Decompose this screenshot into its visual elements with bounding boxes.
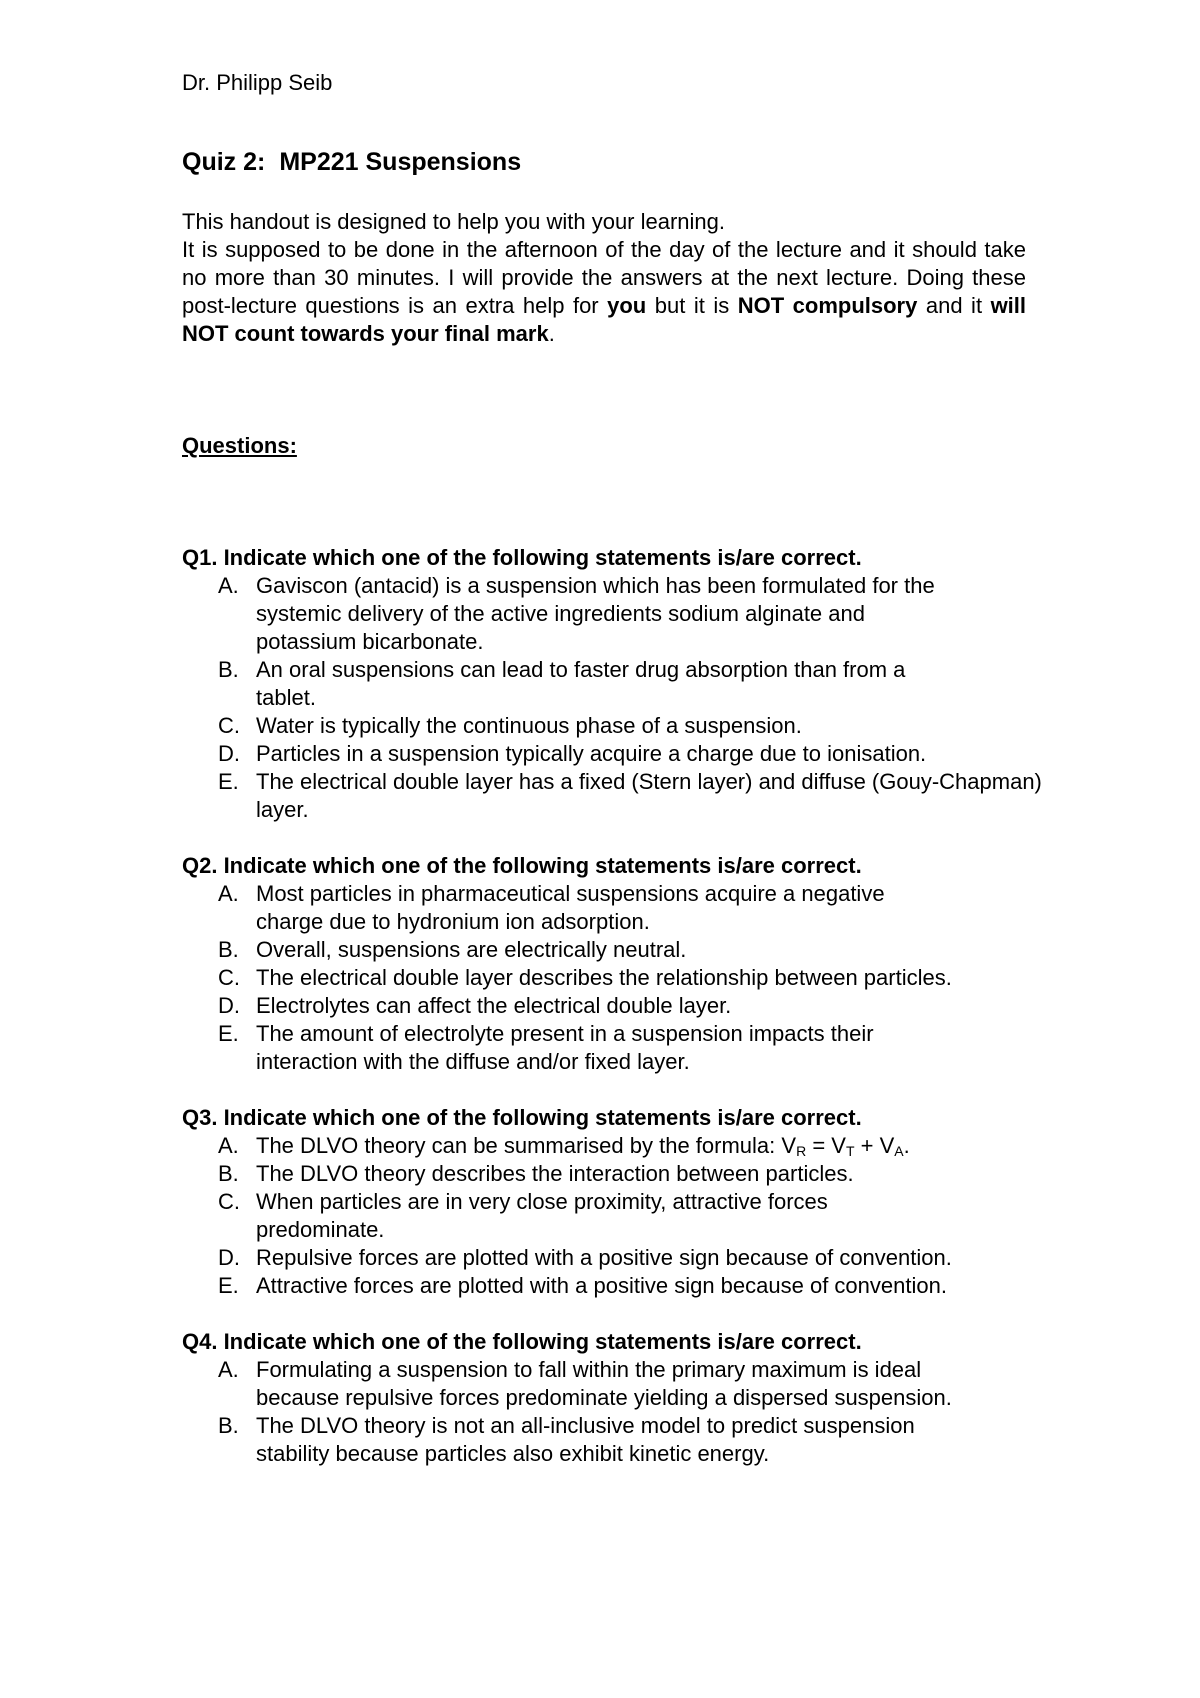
answer-options [182, 880, 1042, 1076]
option-text: The electrical double layer describes the relationship between particles. [256, 965, 952, 990]
option-letter: B. [218, 1413, 239, 1438]
page-title [182, 148, 521, 177]
option-letter: E. [218, 769, 239, 794]
option-letter: A. [218, 881, 239, 906]
option-text: Most particles in pharmaceutical suspensions acquire a negative charge due to hydronium ion adsorption. [256, 881, 885, 934]
formula-symbol: V [781, 1133, 797, 1158]
question-text: Q1. Indicate which one of the following statements is/are correct. [182, 545, 862, 570]
option-e [182, 768, 1046, 824]
option-text: The amount of electrolyte present in a suspension impacts their interaction with the diffuse and/or fixed layer. [256, 1021, 874, 1074]
option-c [182, 1188, 956, 1244]
option-a [182, 880, 956, 936]
formula-period: . [903, 1133, 910, 1158]
intro-emphasis-final-mark: will NOT count towards your final mark [182, 293, 1027, 346]
option-b [182, 1160, 1046, 1188]
option-e [182, 1272, 1046, 1300]
question-1 [182, 544, 1042, 824]
intro-emphasis-you: you [607, 293, 647, 318]
option-b [182, 1412, 956, 1468]
option-letter: B. [218, 937, 239, 962]
option-letter: B. [218, 1161, 239, 1186]
option-letter: C. [218, 965, 240, 990]
option-text: The DLVO theory is not an all-inclusive model to predict suspension stability because particles also exhibit kinetic energy. [256, 1413, 915, 1466]
option-text: An oral suspensions can lead to faster drug absorption than from a tablet. [256, 657, 906, 710]
question-2 [182, 852, 1042, 1076]
intro-text-segment: but it is [646, 293, 738, 318]
course-title: MP221 Suspensions [279, 148, 522, 176]
question-text: Q3. Indicate which one of the following statements is/are correct. [182, 1105, 862, 1130]
option-letter: D. [218, 741, 240, 766]
question-text: Q4. Indicate which one of the following statements is/are correct. [182, 1329, 862, 1354]
intro-text-segment: . [548, 321, 555, 346]
formula-subscript: R [796, 1143, 807, 1159]
option-a [182, 1356, 956, 1412]
option-text: The DLVO theory describes the interaction between particles. [256, 1161, 854, 1186]
question-4 [182, 1328, 1042, 1468]
dlvo-formula [781, 1133, 909, 1158]
option-letter: C. [218, 713, 240, 738]
option-text: Formulating a suspension to fall within the primary maximum is ideal because repulsive forces predominate yielding a dispersed suspension. [256, 1357, 952, 1410]
option-c [182, 712, 956, 740]
option-letter: A. [218, 1133, 239, 1158]
quiz-label: Quiz 2: [182, 148, 266, 176]
questions-list [182, 544, 1042, 1496]
option-c [182, 964, 956, 992]
option-d [182, 740, 1046, 768]
option-text: Gaviscon (antacid) is a suspension which has been formulated for the systemic delivery of the active ingredients sodium alginate and potassium bicarbonate. [256, 573, 935, 654]
option-letter: D. [218, 1245, 240, 1270]
option-text: Water is typically the continuous phase of a suspension. [256, 713, 802, 738]
question-3 [182, 1104, 1042, 1300]
option-a [182, 572, 956, 656]
option-text: Attractive forces are plotted with a positive sign because of convention. [256, 1273, 947, 1298]
option-d [182, 992, 956, 1020]
option-letter: C. [218, 1189, 240, 1214]
option-text: Particles in a suspension typically acquire a charge due to ionisation. [256, 741, 927, 766]
intro-paragraph-2 [182, 236, 1026, 348]
option-text: When particles are in very close proximity, attractive forces predominate. [256, 1189, 828, 1242]
answer-options [182, 1132, 1042, 1300]
formula-subscript: A [894, 1143, 904, 1159]
option-letter: A. [218, 1357, 239, 1382]
formula-operator: + [854, 1133, 880, 1158]
option-letter: B. [218, 657, 239, 682]
option-d [182, 1244, 956, 1272]
formula-symbol: V [879, 1133, 895, 1158]
formula-operator: = [806, 1133, 832, 1158]
option-e [182, 1020, 956, 1076]
question-text: Q2. Indicate which one of the following statements is/are correct. [182, 853, 862, 878]
option-letter: E. [218, 1021, 239, 1046]
option-text: Electrolytes can affect the electrical double layer. [256, 993, 732, 1018]
option-a [182, 1132, 1046, 1160]
formula-subscript: T [845, 1143, 855, 1159]
questions-heading: Questions: [182, 433, 297, 458]
answer-options [182, 572, 1042, 824]
option-b [182, 656, 956, 712]
option-letter: D. [218, 993, 240, 1018]
option-text: Overall, suspensions are electrically neutral. [256, 937, 687, 962]
intro-line-1: This handout is designed to help you with your learning. [182, 209, 726, 234]
option-text: The DLVO theory can be summarised by the formula: [256, 1133, 782, 1158]
intro-text-segment: and it [917, 293, 991, 318]
option-letter: A. [218, 573, 239, 598]
answer-options [182, 1356, 1042, 1468]
option-b [182, 936, 956, 964]
intro-text-segment: It is supposed to be done in the afternoon of the day of the lecture and it should take no more than 30 minutes. I will provide the answers at the next lecture. Doing these post-lecture questions is an extra help for [182, 237, 1026, 318]
intro-text [182, 208, 1026, 348]
option-text: Repulsive forces are plotted with a positive sign because of convention. [256, 1245, 952, 1270]
author-name: Dr. Philipp Seib [182, 70, 333, 95]
formula-symbol: V [831, 1133, 846, 1158]
option-text: The electrical double layer has a fixed (Stern layer) and diffuse (Gouy-Chapman) layer. [256, 769, 1042, 822]
intro-emphasis-not-compulsory: NOT compulsory [737, 293, 918, 318]
option-letter: E. [218, 1273, 239, 1298]
